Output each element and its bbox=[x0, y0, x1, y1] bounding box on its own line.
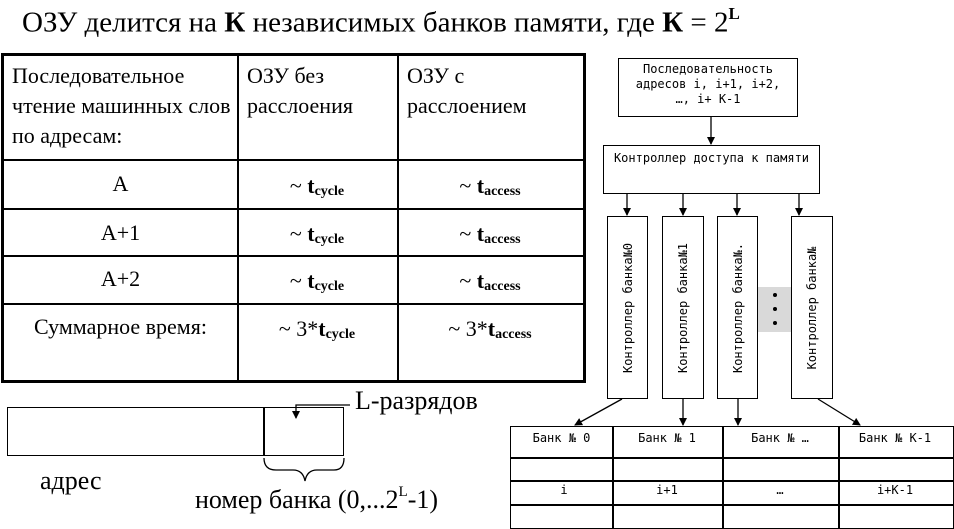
bank-controller-k: Контроллер банка№ bbox=[791, 216, 833, 399]
table-header-interleave: ОЗУ с расслоением bbox=[407, 63, 527, 118]
bank-value: i+1 bbox=[656, 483, 678, 497]
table-row-address: А+2 bbox=[100, 266, 141, 291]
table-row-address: А+1 bbox=[100, 220, 141, 245]
address-label: адрес bbox=[40, 466, 102, 495]
bank-value: i bbox=[560, 483, 568, 497]
table-cell-access: ~ $t_{access}$ bbox=[459, 268, 521, 294]
bank-value: i+K-1 bbox=[876, 483, 914, 497]
arrow-to-bank-0 bbox=[575, 399, 622, 425]
table-row-address: А bbox=[112, 171, 129, 196]
arrow-l-bits-pointer bbox=[296, 405, 350, 418]
table-cell-cycle: ~ $3*t_{cycle}$ bbox=[278, 316, 356, 342]
bank-controller-0: Контроллер банка№0 bbox=[607, 216, 648, 399]
bank-controller-1: Контроллер банка№1 bbox=[662, 216, 704, 399]
l-bits-label: L-разрядов bbox=[355, 386, 478, 415]
table-cell-access: ~ $3*t_{access}$ bbox=[448, 316, 532, 342]
bank-controller-n: Контроллер банка№. bbox=[717, 216, 758, 399]
table-header-no-interleave: ОЗУ без расслоения bbox=[247, 63, 353, 118]
table-row-total: Суммарное время: bbox=[34, 314, 207, 339]
table-cell-cycle: ~ $t_{cycle}$ bbox=[289, 173, 345, 199]
bank-header: Банк № 1 bbox=[638, 431, 696, 445]
bank-header: Банк № 0 bbox=[532, 431, 591, 445]
bank-value: … bbox=[776, 483, 784, 497]
table-cell-cycle: ~ $t_{cycle}$ bbox=[289, 221, 345, 247]
arrow-to-bank-k bbox=[818, 399, 860, 425]
address-sequence-box: Последовательность адресов i, i+1, i+2, …, i+ K-1 bbox=[618, 58, 798, 117]
bank-header: Банк № K-1 bbox=[858, 431, 932, 445]
bank-header: Банк № … bbox=[751, 431, 809, 445]
bank-number-label: номер банка $(0,...2^L-1)$ bbox=[195, 484, 439, 514]
bank-number-brace bbox=[264, 458, 344, 481]
table-cell-access: ~ $t_{access}$ bbox=[459, 221, 521, 247]
memory-access-controller-box: Контроллер доступа к памяти bbox=[603, 145, 820, 194]
table-header-sequence: Последовательное чтение машинных слов по адресам: bbox=[12, 63, 231, 148]
page-title: ОЗУ делится на К независимых банков памяти, где $К = 2^L$ bbox=[22, 4, 740, 39]
table-cell-access: ~ $t_{access}$ bbox=[459, 173, 521, 199]
table-cell-cycle: ~ $t_{cycle}$ bbox=[289, 268, 345, 294]
